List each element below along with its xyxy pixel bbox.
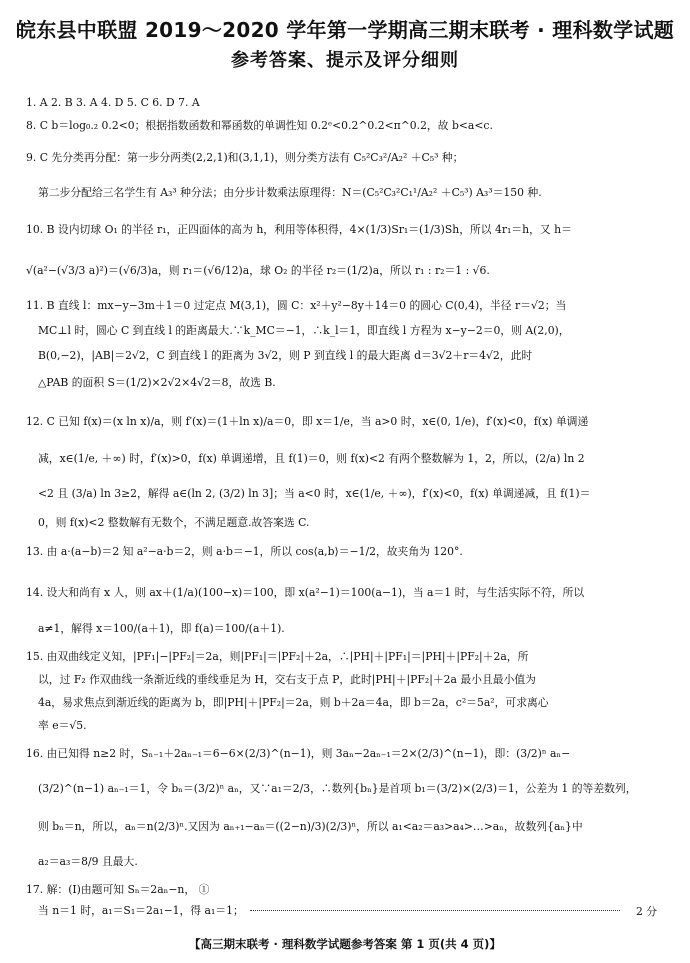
answer-line: 10. B 设内切球 O₁ 的半径 r₁，正四面体的高为 h，利用等体积得，4×(1/3)Sr₁＝(1/3)Sh，所以 4r₁＝h，又 h＝ — [26, 223, 572, 236]
answer-line: 13. 由 a·(a−b)＝2 知 a²−a·b＝2，则 a·b＝−1，所以 cos⟨a,b⟩＝−1/2，故夹角为 120°. — [26, 545, 463, 558]
document-title: 皖东县中联盟 2019～2020 学年第一学期高三期末联考 · 理科数学试题 — [15, 18, 675, 42]
answer-line: 9. C 先分类再分配：第一步分两类(2,2,1)和(3,1,1)，则分类方法有 C₅²C₃²/A₂² ＋C₅³ 种； — [26, 151, 464, 164]
answer-line: 8. C b＝log₀.₂ 0.2<0；根据指数函数和幂函数的单调性知 0.2ᵉ<0.2^0.2<π^0.2，故 b<a<c. — [26, 119, 493, 132]
answer-line: 4a，易求焦点到渐近线的距离为 b，即|PH|＋|PF₂|＝2a，则 b＋2a＝4a，即 b＝2a，c²＝5a²，可求离心 — [38, 696, 549, 709]
answer-line: 减，x∈(1/e, ＋∞) 时，f′(x)>0，f(x) 单调递增，且 f(1)＝0，则 f(x)<2 有两个整数解为 1，2，所以，(2/a) ln 2 — [38, 452, 585, 465]
answer-line: 1. A 2. B 3. A 4. D 5. C 6. D 7. A — [26, 96, 200, 109]
answer-line: 第二步分配给三名学生有 A₃³ 种分法；由分步计数乘法原理得：N＝(C₅²C₃²C₁¹/A₂² ＋C₅³) A₃³＝150 种. — [38, 186, 542, 199]
answer-line: (3/2)^(n−1) aₙ₋₁＝1，令 bₙ＝(3/2)ⁿ aₙ，又∵a₁＝2/3，∴数列{bₙ}是首项 b₁＝(3/2)×(2/3)＝1，公差为 1 的等差数列， — [38, 782, 637, 795]
answer-line: 16. 由已知得 n≥2 时，Sₙ₋₁＋2aₙ₋₁＝6−6×(2/3)^(n−1)，则 3aₙ−2aₙ₋₁＝2×(2/3)^(n−1)，即：(3/2)ⁿ aₙ− — [26, 747, 571, 760]
document-subtitle: 参考答案、提示及评分细则 — [231, 50, 459, 71]
answer-line: 则 bₙ＝n，所以，aₙ＝n(2/3)ⁿ.又因为 aₙ₊₁−aₙ＝((2−n)/3)(2/3)ⁿ，所以 a₁<a₂＝a₃>a₄>…>aₙ，故数列{aₙ}中 — [38, 820, 583, 833]
answer-line: √(a²−(√3/3 a)²)＝(√6/3)a，则 r₁＝(√6/12)a，球 O₂ 的半径 r₂＝(1/2)a，所以 r₁ : r₂＝1 : √6. — [26, 264, 490, 277]
score-label: 2 分 — [636, 905, 658, 918]
answer-line: <2 且 (3/a) ln 3≥2，解得 a∈(ln 2, (3/2) ln 3]；当 a<0 时，x∈(1/e, ＋∞)，f′(x)<0，f(x) 单调递减，且 f(1)＝ — [38, 487, 591, 500]
answer-line: 17. 解：(Ⅰ)由题可知 Sₙ＝2aₙ−n， ① — [26, 883, 210, 896]
answer-line: 11. B 直线 l：mx−y−3m＋1＝0 过定点 M(3,1)，圆 C：x²＋y²−8y＋14＝0 的圆心 C(0,4)，半径 r＝√2；当 — [26, 299, 567, 312]
answer-line: MC⊥l 时，圆心 C 到直线 l 的距离最大.∵k_MC＝−1，∴k_l＝1，即直线 l 方程为 x−y−2＝0，则 A(2,0)， — [38, 324, 570, 337]
dotted-leader — [250, 910, 620, 911]
answer-line: a≠1，解得 x＝100/(a＋1)，即 f(a)＝100/(a＋1). — [38, 622, 285, 635]
answer-line: 以，过 F₂ 作双曲线一条渐近线的垂线垂足为 H，交右支于点 P，此时|PH|＋|PF₂|＋2a 最小且最小值为 — [38, 673, 536, 686]
answer-line: 率 e＝√5. — [38, 719, 87, 732]
answer-line: 当 n＝1 时，a₁＝S₁＝2a₁−1，得 a₁＝1； — [38, 904, 244, 917]
answer-line: a₂＝a₃＝8/9 且最大. — [38, 855, 138, 868]
answer-line: △PAB 的面积 S＝(1/2)×2√2×4√2＝8，故选 B. — [38, 376, 276, 389]
answer-line: 12. C 已知 f(x)＝(x ln x)/a，则 f′(x)＝(1＋ln x)/a＝0，即 x＝1/e，当 a>0 时，x∈(0, 1/e)，f′(x)<0，f(x) 单调递 — [26, 415, 589, 428]
answer-line: 0，则 f(x)<2 整数解有无数个，不满足题意.故答案选 C. — [38, 516, 310, 529]
answer-line: 15. 由双曲线定义知，|PF₁|−|PF₂|＝2a，则|PF₁|＝|PF₂|＋2a，∴|PH|＋|PF₁|＝|PH|＋|PF₂|＋2a，所 — [26, 650, 529, 663]
page-footer: 【高三期末联考 · 理科数学试题参考答案 第 1 页(共 4 页)】 — [189, 937, 501, 951]
answer-line: 14. 设大和尚有 x 人，则 ax＋(1/a)(100−x)＝100，即 x(a²−1)＝100(a−1)，当 a＝1 时，与生活实际不符，所以 — [26, 586, 585, 599]
answer-line: B(0,−2)，|AB|＝2√2，C 到直线 l 的距离为 3√2，则 P 到直线 l 的最大距离 d＝3√2＋r＝4√2，此时 — [38, 349, 533, 362]
